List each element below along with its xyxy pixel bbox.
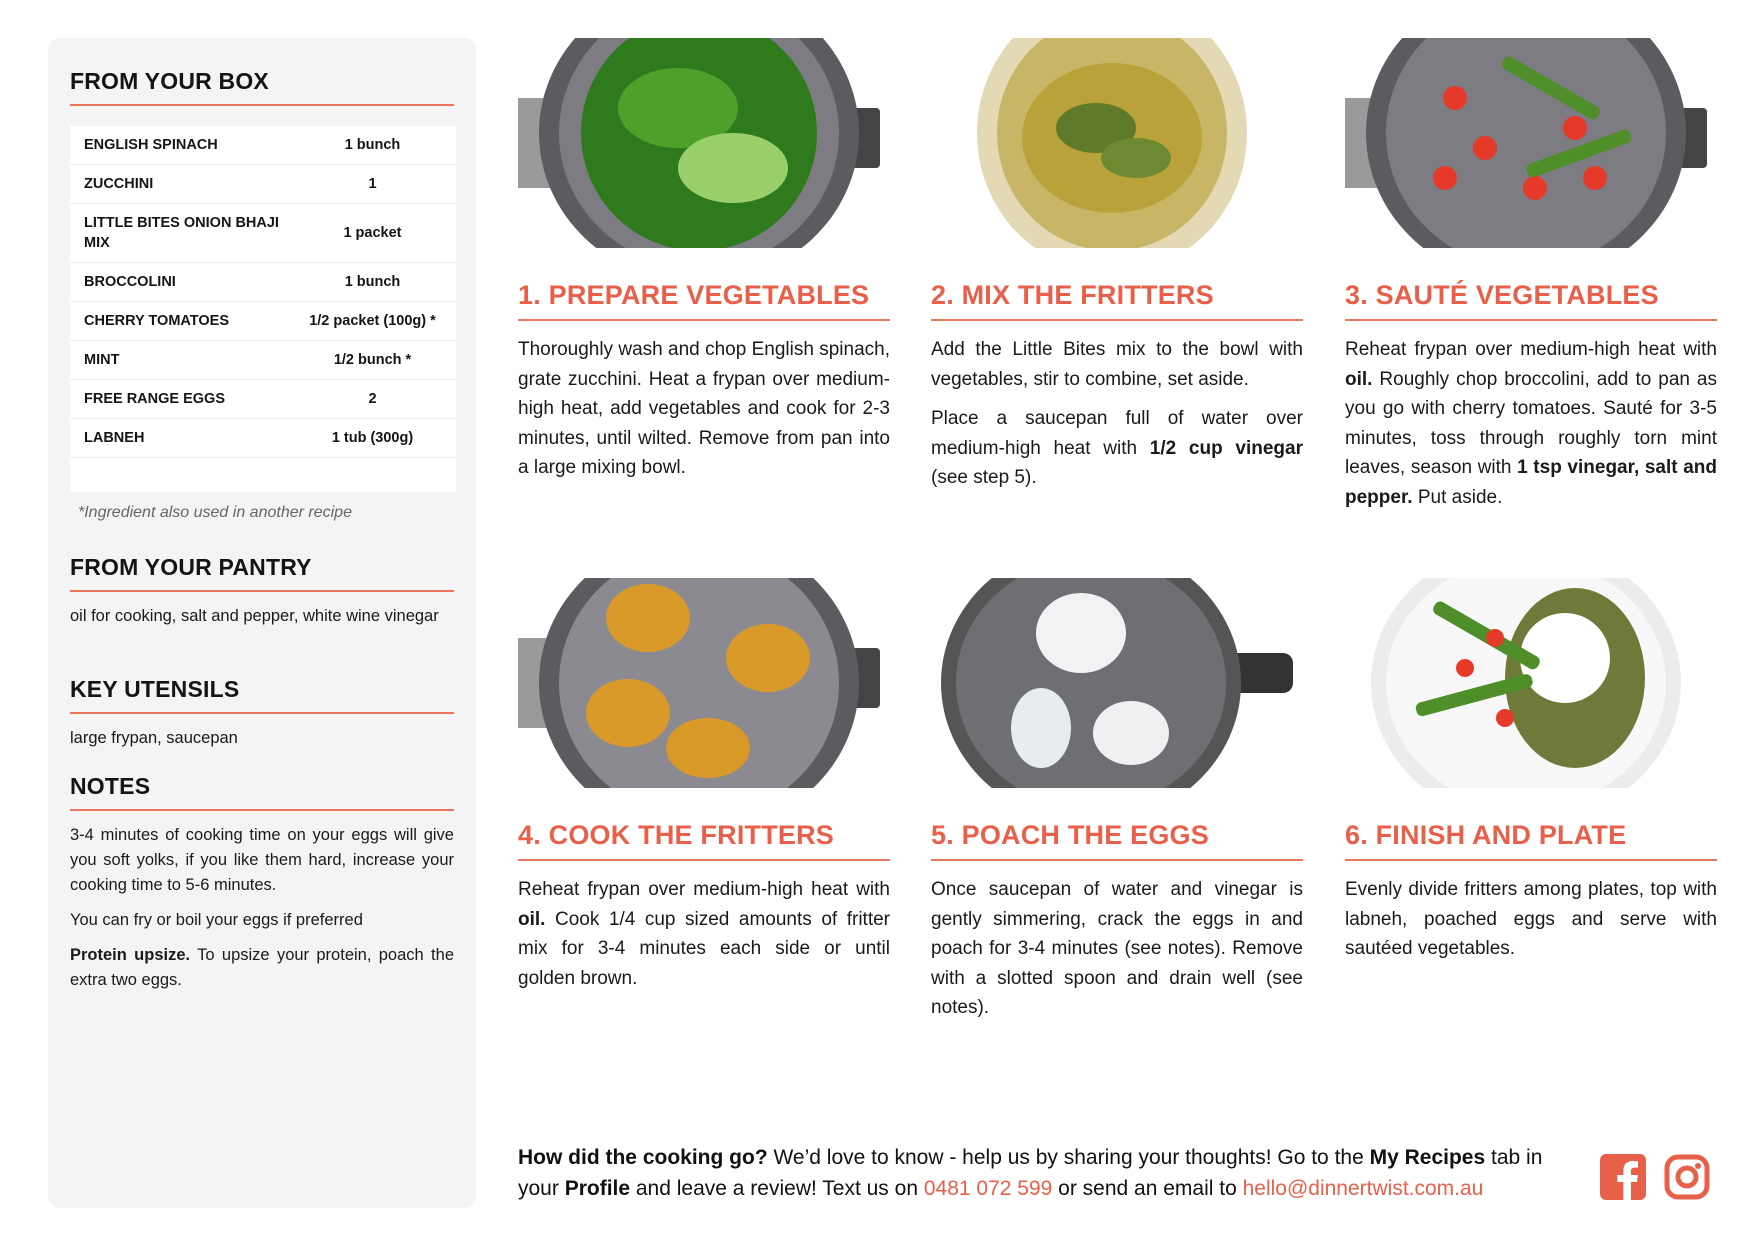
step-1-photo: [518, 38, 880, 248]
table-row: [70, 263, 456, 302]
notes-text: [70, 823, 454, 993]
step-6: [1345, 820, 1717, 964]
step-6-photo: [1345, 578, 1707, 788]
table-row: [70, 126, 456, 165]
ingredient-name: BROCCOLINI: [84, 274, 176, 290]
notes-paragraph: You can fry or boil your eggs if preferred: [70, 911, 363, 929]
step-3-photo: [1345, 38, 1707, 248]
ingredient-qty: 1 packet: [343, 225, 402, 241]
step-2: [931, 280, 1303, 503]
ingredient-table: [70, 126, 456, 492]
ingredient-qty: 1: [368, 176, 377, 192]
step-text-part: Reheat frypan over medium-high heat with: [1345, 339, 1717, 360]
notes-title: NOTES: [70, 773, 454, 811]
ingredient-name: CHERRY TOMATOES: [84, 313, 230, 329]
footer-profile: Profile: [564, 1177, 631, 1200]
step-title: 3. SAUTÉ VEGETABLES: [1345, 280, 1717, 321]
phone-link[interactable]: 0481 072 599: [923, 1177, 1053, 1200]
footer-text: We’d love to know - help us by sharing your thoughts! Go to the: [767, 1146, 1370, 1169]
pantry-text: oil for cooking, salt and pepper, white wine vinegar: [70, 607, 439, 625]
step-title: 1. PREPARE VEGETABLES: [518, 280, 890, 321]
ingredient-name: LITTLE BITES ONION BHAJI MIX: [84, 215, 279, 251]
ingredient-qty: 1 tub (300g): [331, 430, 414, 446]
step-text-bold: oil.: [1345, 368, 1373, 390]
step-title: 2. MIX THE FRITTERS: [931, 280, 1303, 321]
box-title: FROM YOUR BOX: [70, 68, 454, 106]
step-4-photo: [518, 578, 880, 788]
feedback-footer: [518, 1142, 1578, 1204]
step-text-part: Put aside.: [1412, 486, 1503, 508]
ingredient-name: LABNEH: [84, 430, 145, 446]
ingredient-qty: 1/2 bunch *: [333, 352, 412, 368]
step-text-part: Reheat frypan over medium-high heat with: [518, 879, 890, 900]
footer-text: tab in your: [518, 1146, 1543, 1200]
step-title: 6. FINISH AND PLATE: [1345, 820, 1717, 861]
utensils-section: [70, 676, 454, 751]
step-3: [1345, 280, 1717, 512]
step-text: [1345, 335, 1717, 512]
ingredient-qty: 1 bunch: [344, 274, 401, 290]
ingredient-qty: 1/2 packet (100g) *: [309, 313, 436, 329]
step-title: 5. POACH THE EGGS: [931, 820, 1303, 861]
step-text-bold: 1/2 cup vinegar: [1149, 437, 1303, 459]
step-1: [518, 280, 890, 483]
notes-section: [70, 773, 454, 1003]
step-paragraph: Add the Little Bites mix to the bowl with vegetables, stir to combine, set aside.: [931, 339, 1303, 390]
box-section: [70, 68, 454, 106]
footer-text: and leave a review! Text us on: [630, 1177, 924, 1200]
table-row: [70, 419, 456, 458]
ingredient-name: ZUCCHINI: [84, 176, 154, 192]
table-row: [70, 302, 456, 341]
step-text-bold: 1 tsp vinegar, salt and pepper.: [1345, 457, 1717, 508]
table-row: [70, 165, 456, 204]
instagram-icon[interactable]: [1664, 1154, 1710, 1200]
ingredient-qty: 2: [368, 391, 377, 407]
step-text: Thoroughly wash and chop English spinach, grate zucchini. Heat a frypan over medium-high heat, add vegetables and cook for 2-3 minutes, until wilted. Remove from pan into a large mixing bowl.: [518, 339, 890, 478]
table-row: [70, 204, 456, 263]
step-title: 4. COOK THE FRITTERS: [518, 820, 890, 861]
table-row: [70, 341, 456, 380]
step-text-part: Place a saucepan full of water over medium-high heat with: [931, 408, 1303, 459]
notes-bold: Protein upsize.: [70, 946, 191, 964]
footer-text: or send an email to: [1052, 1177, 1243, 1200]
utensils-title: KEY UTENSILS: [70, 676, 454, 714]
table-row: [70, 380, 456, 419]
pantry-title: FROM YOUR PANTRY: [70, 554, 454, 592]
notes-text-rest: To upsize your protein, poach the extra two eggs.: [70, 946, 454, 989]
footnote: *Ingredient also used in another recipe: [78, 504, 352, 521]
ingredient-name: MINT: [84, 352, 120, 368]
step-4: [518, 820, 890, 993]
step-text-part: Roughly chop broccolini, add to pan as you go with cherry tomatoes. Sauté for 3-5 minutes, toss through roughly torn mint leaves, season with: [1345, 368, 1717, 478]
ingredient-qty: 1 bunch: [344, 137, 401, 153]
facebook-icon[interactable]: [1600, 1154, 1646, 1200]
step-text-part: Cook 1/4 cup sized amounts of fritter mix for 3-4 minutes each side or until golden brown.: [518, 908, 890, 989]
pantry-section: [70, 554, 454, 629]
step-text: [518, 875, 890, 993]
utensils-text: large frypan, saucepan: [70, 729, 238, 747]
notes-paragraph: [70, 943, 454, 993]
step-text: Once saucepan of water and vinegar is gently simmering, crack the eggs in and poach for 3-4 minutes (see notes). Remove with a slotted spoon and drain well (see notes).: [931, 879, 1303, 1018]
ingredient-name: FREE RANGE EGGS: [84, 391, 225, 407]
step-text: Evenly divide fritters among plates, top with labneh, poached eggs and serve with sautéed vegetables.: [1345, 879, 1717, 959]
footer-my-recipes: My Recipes: [1369, 1146, 1486, 1169]
step-text-part: (see step 5).: [931, 467, 1037, 488]
step-paragraph: [931, 404, 1303, 493]
footer-question: How did the cooking go?: [518, 1146, 768, 1169]
step-5: [931, 820, 1303, 1023]
email-link[interactable]: hello@dinnertwist.com.au: [1242, 1177, 1484, 1200]
ingredients-sidebar: [48, 38, 476, 1208]
step-text-bold: oil.: [518, 908, 546, 930]
ingredient-name: ENGLISH SPINACH: [84, 137, 218, 153]
step-5-photo: [931, 578, 1293, 788]
notes-paragraph: 3-4 minutes of cooking time on your eggs will give you soft yolks, if you like them hard, increase your cooking time to 5-6 minutes.: [70, 826, 454, 894]
step-text: [931, 335, 1303, 493]
step-2-photo: [931, 38, 1293, 248]
